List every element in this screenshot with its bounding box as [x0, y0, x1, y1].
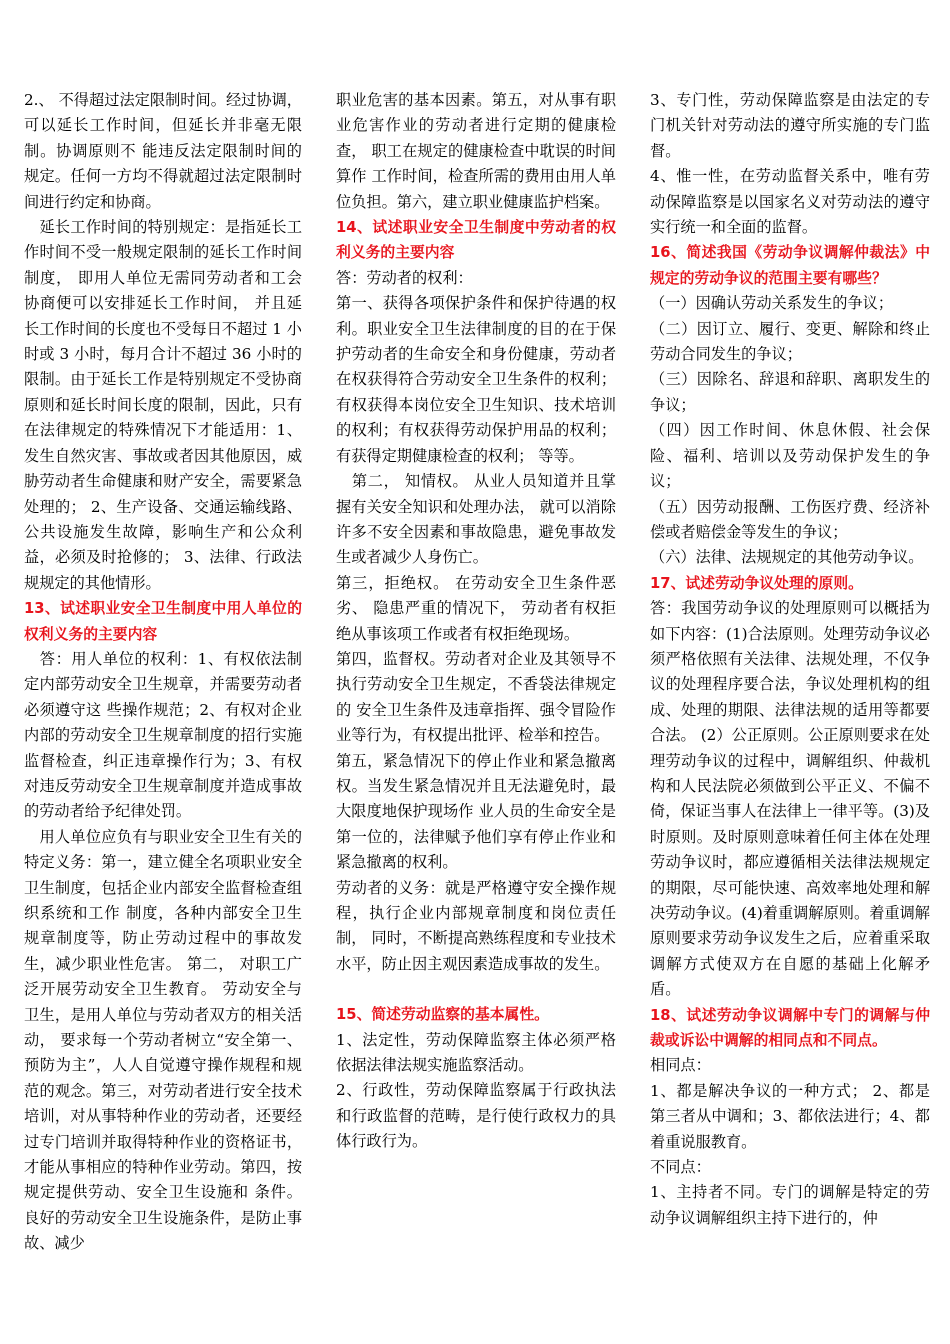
paragraph: 2.、 不得超过法定限制时间。经过协调，可以延长工作时间，但延长并非毫无限制。协调原则不 能违反法定限制时间的规定。任何一方均不得就超过法定限制时间进行约定和协商。 [24, 91, 302, 211]
list-item: （一）因确认劳动关系发生的争议； [650, 294, 893, 313]
paragraph: 第五，紧急情况下的停止作业和紧急撤离权。当发生紧急情况并且无法避免时，最大限度地保护现场作 业人员的生命安全是第一位的，法律赋予他们享有停止作业和紧急撤离的权利。 [336, 751, 616, 872]
paragraph: 4、惟一性，在劳动监督关系中，唯有劳动保障监察是以国家名义对劳动法的遵守实行统一和全面的监督。 [650, 167, 930, 237]
paragraph: 1、主持者不同。专门的调解是特定的劳动争议调解组织主持下进行的，仲 [650, 1183, 930, 1227]
list-item: （六）法律、法规规定的其他劳动争议。 [650, 548, 924, 567]
list-item: （三）因除名、辞退和辞职、离职发生的争议； [650, 370, 930, 414]
section-heading-13: 13、试述职业安全卫生制度中用人单位的权利义务的主要内容 [24, 600, 302, 643]
paragraph: 不同点： [650, 1158, 711, 1177]
paragraph: 延长工作时间的特别规定：是指延长工作时间不受一般规定限制的延长工作时间制度， 即用人单位无需同劳动者和工会协商便可以安排延长工作时间， 并且延长工作时间的长度也不受每日不超过 1 小时或 3 小时，每月合计不超过 36 小时的限制。由于延长工作是特别规定不受协商原则和延长时间长度的限制，因此，只有在法律规定的特殊情况下才能适用：1、 发生自然灾害、事故或者因其他原因，威胁劳动者生命健康和财产安全，需要紧急处理的； 2、生产设备、交通运输线路、公共设施发生故障，影响生产和公众利益，必须及时抢修的； 3、法律、行政法规规定的其他情形。 [24, 218, 302, 592]
list-item: （五）因劳动报酬、工伤医疗费、经济补偿或者赔偿金等发生的争议； [650, 497, 930, 541]
column-2 [336, 88, 616, 1155]
list-item: （四）因工作时间、休息休假、社会保险、福利、培训以及劳动保护发生的争议； [650, 421, 930, 491]
paragraph: 3、专门性，劳动保障监察是由法定的专门机关针对劳动法的遵守所实施的专门监督。 [650, 91, 930, 160]
paragraph: 1、都是解决争议的一种方式； 2、都是第三者从中调和；3、都依法进行；4、都着重说服教育。 [650, 1081, 930, 1151]
section-heading-14: 14、试述职业安全卫生制度中劳动者的权利义务的主要内容 [336, 219, 616, 262]
paragraph: 2、行政性，劳动保障监察属于行政执法和行政监督的范畴，是行使行政权力的具体行政行为。 [336, 1081, 616, 1151]
column-1 [24, 88, 302, 1257]
column-3 [650, 88, 930, 1231]
section-heading-15: 15、简述劳动监察的基本属性。 [336, 1006, 549, 1024]
paragraph: 第一、获得各项保护条件和保护待遇的权利。职业安全卫生法律制度的目的在于保护劳动者的生命安全和身份健康，劳动者在权获得符合劳动安全卫生条件的权利； 有权获得本岗位安全卫生知识、技术培训的权利；有权获得劳动保护用品的权利；有获得定期健康检查的权利； 等等。 [336, 294, 616, 465]
paragraph: 答：劳动者的权利： [336, 268, 473, 287]
list-item: （二）因订立、履行、变更、解除和终止劳动合同发生的争议； [650, 319, 930, 364]
paragraph: 第三，拒绝权。 在劳动安全卫生条件恶劣、 隐患严重的情况下， 劳动者有权拒绝从事该项工作或者有权拒绝现场。 [336, 573, 616, 643]
paragraph: 第二， 知情权。 从业人员知道并且掌握有关安全知识和处理办法， 就可以消除许多不安全因素和事故隐患，避免事故发生或者减少人身伤亡。 [336, 472, 616, 567]
paragraph: 1、法定性，劳动保障监察主体必须严格依据法律法规实施监察活动。 [336, 1030, 616, 1075]
paragraph: 劳动者的义务：就是严格遵守安全操作规程，执行企业内部规章制度和岗位责任制， 同时，不断提高熟练程度和专业技术水平，防止因主观因素造成事故的发生。 [336, 878, 616, 973]
paragraph: 用人单位应负有与职业安全卫生有关的特定义务：第一，建立健全名项职业安全卫生制度，包括企业内部安全监督检查组织系统和工作 制度，各种内部安全卫生规章制度等，防止劳动过程中的事故发生，减少职业性危害。 第二， 对职工广泛开展劳动安全卫生教育。 劳动安全与卫生，是用人单位与劳动者双方的相关活动， 要求每一个劳动者树立“安全第一、预防为主”，人人自觉遵守操作规程和规范的观念。第三，对劳动者进行安全技术培训，对从事特种作业的劳动者，还要经过专门培训并取得特种作业的资格证书，才能从事相应的特种作业劳动。第四，按规定提供劳动、安全卫生设施和 条件。良好的劳动安全卫生设施条件，是防止事故、减少 [24, 827, 302, 1253]
spacer [336, 977, 616, 1002]
section-heading-18: 18、试述劳动争议调解中专门的调解与仲裁或诉讼中调解的相同点和不同点。 [650, 1006, 930, 1050]
paragraph: 答：我国劳动争议的处理原则可以概括为如下内容：(1)合法原则。处理劳动争议必须严格依照有关法律、法规处理，不仅争议的处理程序要合法，争议处理机构的组成、处理的期限、法律法规的适用等都要合法。 (2）公正原则。公正原则要求在处理劳动争议的过程中，调解组织、仲裁机构和人民法院必须做到公平正义、不偏不倚，保证当事人在法律上一律平等。(3)及时原则。及时原则意味着任何主体在处理劳动争议时，都应遵循相关法律法规规定的期限，尽可能快速、高效率地处理和解决劳动争议。(4)着重调解原则。着重调解原则要求劳动争议发生之后，应着重采取调解方式使双方在自愿的基础上化解矛盾。 [650, 599, 930, 999]
paragraph: 职业危害的基本因素。第五，对从事有职业危害作业的劳动者进行定期的健康检查， 职工在规定的健康检查中耽误的时间算作 工作时间，检查所需的费用由用人单位负担。第六，建立职业健康监护档案。 [336, 91, 616, 211]
paragraph: 答：用人单位的权利：1、有权依法制定内部劳动安全卫生规章，并需要劳动者必须遵守这 些操作规范；2、有权对企业内部的劳动安全卫生规章制度的招行实施监督检查，纠正违章操作行为；3、有权对违反劳动安全卫生规章制度并造成事故的劳动者给予纪律处罚。 [24, 649, 302, 821]
paragraph: 相同点： [650, 1056, 711, 1075]
paragraph: 第四，监督权。劳动者对企业及其领导不执行劳动安全卫生规定，不香袋法律规定的 安全卫生条件及违章指挥、强令冒险作业等行为，有权提出批评、检举和控告。 [336, 649, 616, 745]
section-heading-16: 16、简述我国《劳动争议调解仲裁法》中规定的劳动争议的范围主要有哪些？ [650, 244, 930, 287]
section-heading-17: 17、试述劳动争议处理的原则。 [650, 574, 863, 592]
